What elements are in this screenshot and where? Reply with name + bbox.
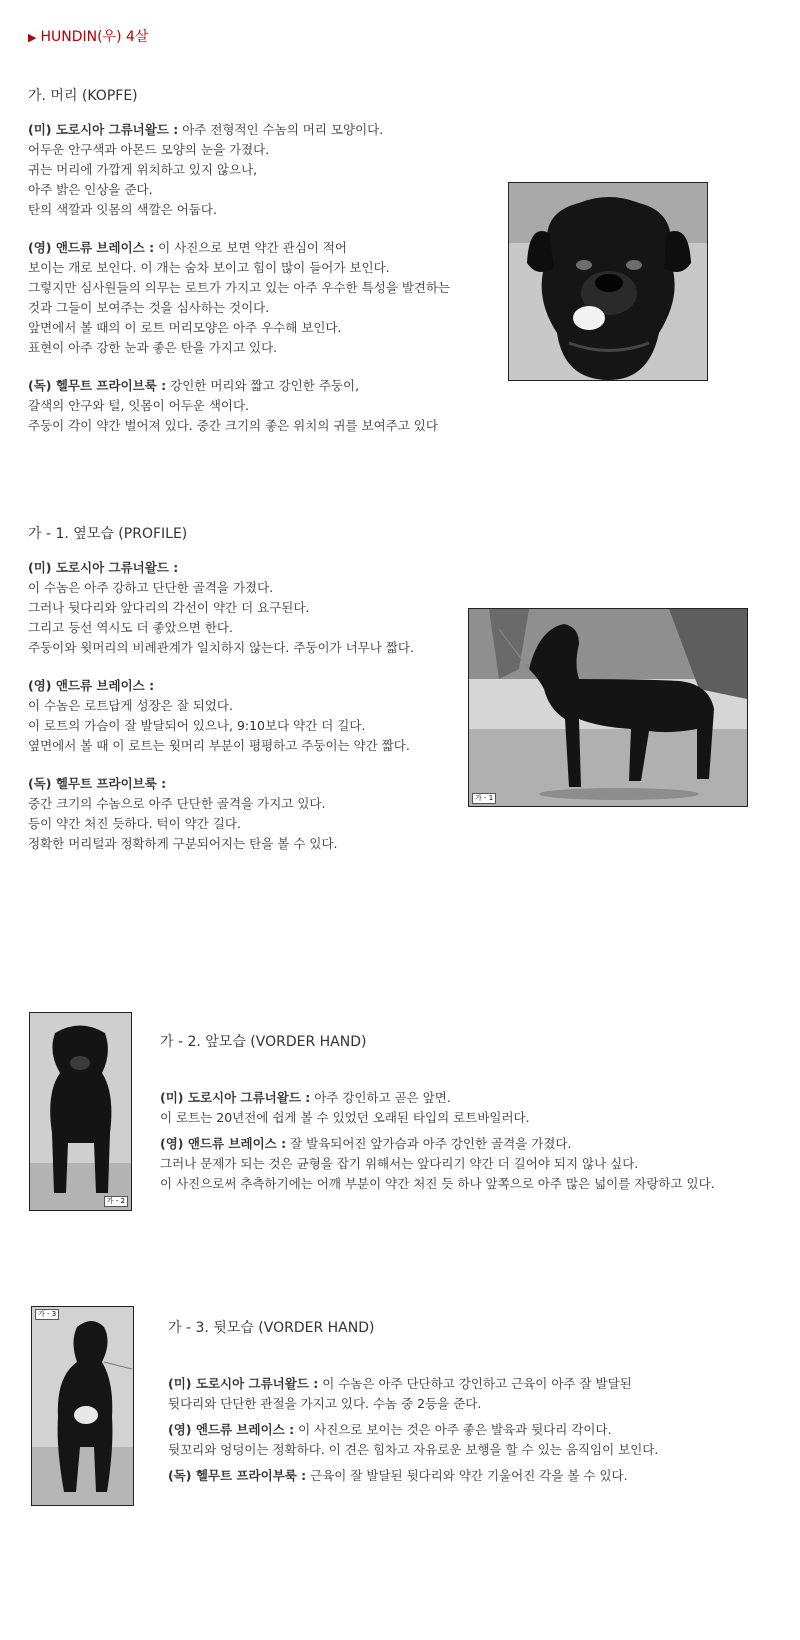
comment-line: 아주 밝은 인상을 준다. [28,182,153,197]
dog-profile-photo [468,608,748,807]
photo-label: 가 - 1 [472,793,496,804]
comment-line: 그렇지만 심사원들의 의무는 로트가 가지고 있는 아주 우수한 특성을 발견하는 [28,280,451,295]
judge-label: (영) 앤드류 브레이스 : [160,1136,287,1151]
comment-text: 잘 발육되어진 앞가슴과 아주 강인한 골격을 가졌다. [286,1136,572,1151]
comment-text: 아주 강인하고 곧은 앞면. [310,1090,451,1105]
judge-comment-uk [160,1134,780,1154]
section-title: 가 - 3. 뒷모습 (VORDER HAND) [168,1320,375,1336]
photo-label: 가 - 2 [104,1196,128,1207]
comment-line: 뒷다리와 단단한 관절을 가지고 있다. 수놈 중 2등을 준다. [168,1396,482,1411]
judge-label: (영) 앤드류 브레이스 : [28,678,155,693]
judge-label: (미) 도로시아 그류너왈드 : [160,1090,311,1105]
triangle-marker-icon: ▶ [28,31,37,44]
comment-text: 강인한 머리와 짧고 강인한 주둥이, [166,378,360,393]
comment-line: 뒷꼬리와 엉덩이는 정확하다. 이 견은 힘차고 자유로운 보행을 할 수 있는 움직임이 보인다. [168,1442,659,1457]
comment-text: 근육이 잘 발달된 뒷다리와 약간 기울어진 각을 볼 수 있다. [306,1468,628,1483]
comment-line: 그리고 등선 역시도 더 좋았으면 한다. [28,620,233,635]
judge-label: (독) 헬무트 프라이부룩 : [168,1468,307,1483]
section-head [28,86,458,436]
judge-comment-us [28,558,458,578]
page-title-text: HUNDIN(우) 4살 [40,29,149,45]
judge-label: (미) 도로시아 그류너왈드 : [28,122,179,137]
comment-text: 이 사진으로 보면 약간 관심이 적어 [154,240,347,255]
judge-comment-us [168,1374,788,1394]
judge-label: (영) 앤드류 브레이스 : [28,240,155,255]
section-front [160,1032,780,1194]
judge-comment-uk [168,1420,788,1440]
comment-text: 아주 전형적인 수놈의 머리 모양이다. [178,122,384,137]
judge-label: (영) 엔드류 브레이스 : [168,1422,295,1437]
comment-line: 어두운 안구색과 아몬드 모양의 눈을 가졌다. [28,142,270,157]
comment-line: 보이는 개로 보인다. 이 개는 숨차 보이고 힘이 많이 들어가 보인다. [28,260,390,275]
judge-label: (독) 헬무트 프라이브룩 : [28,378,167,393]
comment-line: 그러나 뒷다리와 앞다리의 각선이 약간 더 요구된다. [28,600,310,615]
section-rear [168,1318,788,1486]
judge-comment-de [168,1466,788,1486]
comment-line: 그러나 문제가 되는 것은 균형을 잡기 위해서는 앞다리기 약간 더 길어야 되지 않나 싶다. [160,1156,639,1171]
judge-comment-us [28,120,458,140]
comment-line: 이 수놈은 로트답게 성장은 잘 되었다. [28,698,233,713]
judge-comment-uk [28,676,458,696]
dog-front-photo [29,1012,132,1211]
comment-line: 정확한 머리털과 정확하게 구분되어지는 탄을 볼 수 있다. [28,836,338,851]
comment-line: 중간 크기의 수놈으로 아주 단단한 골격을 가지고 있다. [28,796,326,811]
comment-line: 주둥이 각이 약간 벌어져 있다. 중간 크기의 좋은 위치의 귀를 보여주고 있다 [28,418,438,433]
comment-line: 귀는 머리에 가깝게 위치하고 있지 않으나, [28,162,258,177]
comment-line: 탄의 색깔과 잇몸의 색깔은 어둡다. [28,202,217,217]
judge-comment-de [28,774,458,794]
comment-line: 것과 그들이 보여주는 것을 심사하는 것이다. [28,300,270,315]
comment-text: 이 사진으로 보이는 것은 아주 좋은 발육과 뒷다리 각이다. [294,1422,612,1437]
judge-label: (미) 도로시아 그류너왈드 : [28,560,179,575]
section-title: 가 - 2. 앞모습 (VORDER HAND) [160,1034,367,1050]
section-title: 가 - 1. 옆모습 (PROFILE) [28,526,188,542]
dog-rear-photo [31,1306,134,1506]
section-title: 가. 머리 (KOPFE) [28,88,138,104]
comment-line: 앞면에서 볼 때의 이 로트 머리모양은 아주 우수해 보인다. [28,320,342,335]
comment-line: 등이 약간 처진 듯하다. 턱이 약간 길다. [28,816,241,831]
photo-label: 가 - 3 [35,1309,59,1320]
comment-line: 주둥이와 윗머리의 비례관계가 일치하지 않는다. 주둥이가 너무나 짧다. [28,640,414,655]
section-profile [28,524,458,854]
judge-comment-de [28,376,458,396]
comment-line: 이 로트의 가슴이 잘 발달되어 있으나, 9:10보다 약간 더 길다. [28,718,366,733]
judge-label: (독) 헬무트 프라이브룩 : [28,776,167,791]
judge-comment-us [160,1088,780,1108]
dog-head-photo [508,182,708,381]
page-title [28,26,148,46]
judge-label: (미) 도로시아 그류너왈드 : [168,1376,319,1391]
comment-line: 옆면에서 볼 때 이 로트는 윗머리 부분이 평평하고 주둥이는 약간 짧다. [28,738,410,753]
comment-line: 표현이 아주 강한 눈과 좋은 탄을 가지고 있다. [28,340,278,355]
comment-line: 갈색의 안구와 털, 잇몸이 어두운 색이다. [28,398,250,413]
comment-line: 이 사진으로써 추측하기에는 어깨 부분이 약간 처진 듯 하나 앞쪽으로 아주 많은 넓이를 자랑하고 있다. [160,1176,715,1191]
judge-comment-uk [28,238,458,258]
comment-text: 이 수놈은 아주 단단하고 강인하고 근육이 아주 잘 발달된 [318,1376,632,1391]
comment-line: 이 수놈은 아주 강하고 단단한 골격을 가졌다. [28,580,274,595]
comment-line: 이 로트는 20년전에 쉽게 볼 수 있었던 오래된 타입의 로트바일러다. [160,1110,530,1125]
